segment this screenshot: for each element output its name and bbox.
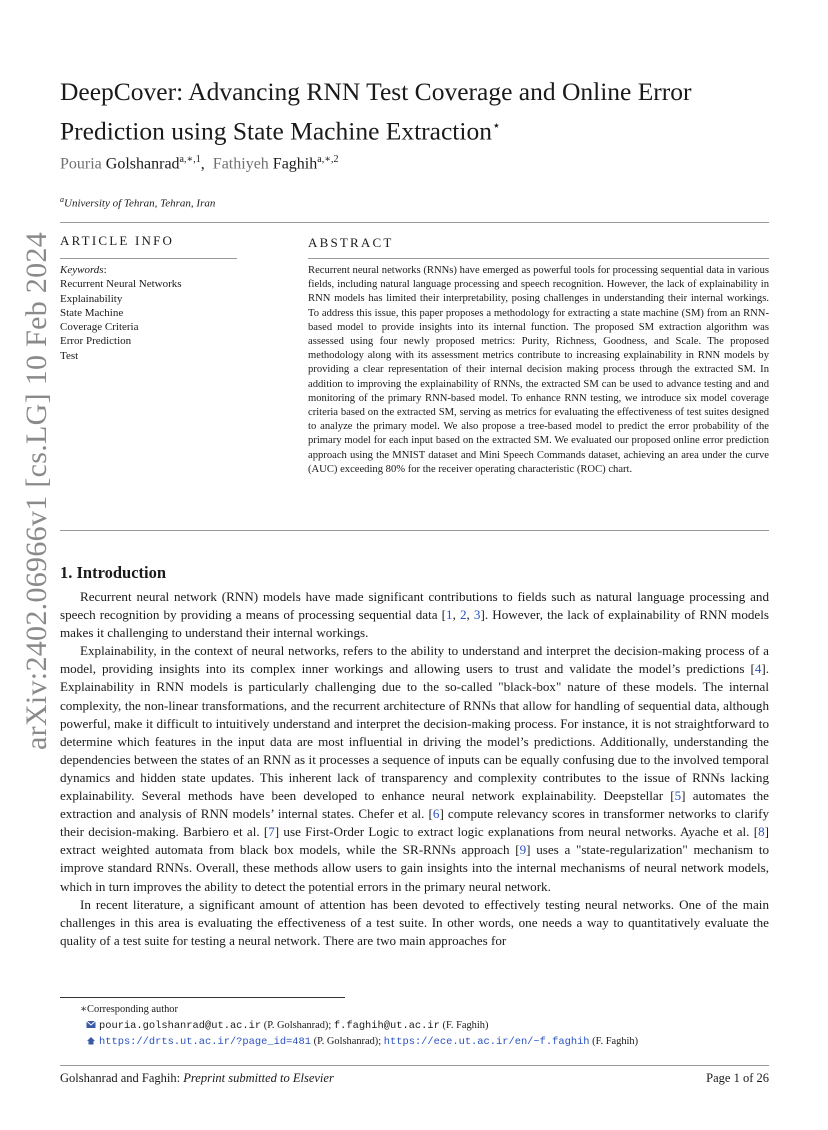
- author-sup: a,∗,2: [317, 154, 339, 165]
- abstract-bottom-rule: [60, 530, 769, 531]
- footer-rule: [60, 1065, 769, 1066]
- citation-link[interactable]: 3: [473, 607, 481, 623]
- abstract-heading: ABSTRACT: [308, 235, 394, 250]
- url-link[interactable]: https://drts.ut.ac.ir/?page_id=481: [99, 1036, 312, 1048]
- citation-link[interactable]: 5: [674, 788, 682, 804]
- url-owner: (F. Faghih): [592, 1036, 639, 1047]
- header-rule: [60, 222, 769, 223]
- text-run: ] compute relevancy scores in transformer networks to clarify their decision-making. Barbiero et al. [: [60, 806, 769, 840]
- citation-link[interactable]: 4: [754, 661, 762, 677]
- citation-link[interactable]: 7: [268, 824, 275, 840]
- keyword-item: Recurrent Neural Networks: [60, 278, 182, 291]
- citation-link[interactable]: 2: [459, 607, 467, 623]
- envelope-icon: [86, 1020, 96, 1029]
- affiliation: [60, 195, 215, 210]
- citation-link[interactable]: 1: [446, 607, 453, 623]
- footer-preprint: Preprint submitted to Elsevier: [183, 1071, 334, 1085]
- text-run: ] uses a "state-regularization" mechanism to improve standard RNNs. Overall, these methods allow users to gain insights into the internal mechanisms of neural network models, which in turn improves the ability to detect the potential errors in the primary neural network.: [60, 842, 769, 894]
- keyword-item: Coverage Criteria: [60, 321, 139, 334]
- footer-left: [60, 1071, 334, 1086]
- keywords-label: Keywords: [60, 264, 104, 276]
- text-run: ,: [452, 607, 460, 623]
- abstract-text: Recurrent neural networks (RNNs) have emerged as powerful tools for processing sequential data in various fields, including natural language processing and speech recognition. However, the lack of explainability in RNN models has limited their interpretability, posing challenges in understanding their internal workings. To address this issue, this paper proposes a methodology for extracting a state machine (SM) from an RNN-based model to provide insights into its internal function. The proposed SM extraction algorithm was assessed using four newly proposed metrics: Purity, Richness, Goodness, and Scale. The proposed methodology along with its assessment metrics contribute to increasing explainability in RNN models by providing a clear representation of their internal decision making process through the extracted SM. In addition to improving the explainability of RNNs, the extracted SM can be used to advance testing and and monitoring of the primary RNN-based model. To enhance RNN testing, we introduce six model coverage criteria based on the extracted SM, serving as metrics for evaluating the effectiveness of test suites designed to analyze the primary model. We also propose a tree-based model to predict the error probability of the primary model for each input based on the extracted SM. We evaluated our proposed online error prediction approach using the MNIST dataset and Mini Speech Commands dataset, achieving an area under the curve (AUC) exceeding 80% for the receiver operating characteristic (ROC) chart.: [308, 265, 769, 475]
- text-run: ]. Explainability in RNN models is particularly challenging due to the so-called "black-box" nature of these models. The internal complexity, the non-linear transformations, and the recurrent architecture of RNNs that allow for handling of sequential data, although powerful, make it difficult to intuitively understand and interpret the decision-making process. For instance, it is not straightforward to determine which features in the input data are most influential in driving the model’s predictions. Additionally, understanding the dependencies between the states of an RNN as it processes a sequence of inputs can be equally confusing due to the involved temporal dynamics and hidden state updates. This inherent lack of transparency and complexity contributes to the issue of RNNs lacking explainability. Several methods have been developed to enhance neural network explainability. Deepstellar [: [60, 661, 769, 804]
- text-run: ] extract weighted automata from black box models, while the SR-RNNs approach [: [60, 824, 769, 858]
- abstract-rule: [308, 258, 769, 259]
- text-run: ,: [466, 607, 474, 623]
- url-owner: (P. Golshanrad);: [313, 1036, 382, 1047]
- keyword-item: Test: [60, 349, 79, 362]
- section-heading: 1. Introduction: [60, 563, 167, 582]
- citation-link[interactable]: 6: [432, 806, 440, 822]
- footnote-rule: [60, 997, 345, 998]
- author-list: Pouria Golshanrad$^{a,∗,1}$, Fathiyeh Faghih$^{a,∗,2}$: [60, 154, 339, 173]
- page-number: Page 1 of 26: [706, 1071, 769, 1085]
- text-run: ] use First-Order Logic to extract logic explanations from neural networks. Ayache et al. [: [274, 824, 759, 840]
- citation-link[interactable]: 9: [519, 842, 527, 858]
- keyword-item: State Machine: [60, 306, 124, 319]
- author-family-name: Faghih: [272, 155, 318, 173]
- email-owner: (F. Faghih): [442, 1020, 489, 1031]
- article-info-rule: [60, 258, 237, 259]
- text-run: ]. However, the lack of explainability of RNN models makes it challenging to understand their internal workings.: [60, 607, 769, 641]
- homepage-icon: [86, 1036, 96, 1045]
- text-run: ] automates the extraction and analysis of RNN models’ internal states. Chefer et al. [: [60, 788, 769, 822]
- footnote-urls: [86, 1034, 638, 1050]
- email-link[interactable]: pouria.golshanrad@ut.ac.ir: [99, 1020, 262, 1032]
- paper-title: [60, 74, 780, 149]
- email-link[interactable]: f.faghih@ut.ac.ir: [333, 1020, 440, 1032]
- body-text: [60, 588, 769, 950]
- paragraph: [60, 588, 769, 642]
- text-run: Recurrent neural network (RNN) models have made significant contributions to fields such as natural language processing and speech recognition by providing a means of processing sequential data [: [60, 589, 769, 623]
- author-given-name: Fathiyeh: [212, 155, 269, 173]
- paragraph: In recent literature, a significant amount of attention has been devoted to effectively testing neural networks. One of the main challenges in this area is evaluating the effectiveness of a test suite. In other words, one needs a way to quantitatively evaluate the quality of a test suite for testing a neural network. There are two main approaches for: [60, 896, 769, 948]
- paragraph: [60, 642, 769, 895]
- title-text: DeepCover: Advancing RNN Test Coverage and Online Error Prediction using State Machine Extraction: [60, 77, 692, 146]
- footnote-corresponding: ∗Corresponding author: [80, 1004, 178, 1015]
- arxiv-id: arXiv:2402.06966v1 [cs.LG] 10 Feb 2024: [20, 231, 53, 750]
- keyword-item: Error Prediction: [60, 335, 132, 348]
- keywords-block: Keywords: Recurrent Neural Networks Explainability State Machine Coverage Criteria Error Prediction Test: [60, 264, 182, 362]
- keyword-item: Explainability: [60, 292, 123, 305]
- article-info-heading: ARTICLE INFO: [60, 233, 175, 248]
- author-given-name: Pouria: [60, 155, 102, 173]
- affiliation-sup: a: [60, 195, 64, 204]
- author-sup: a,∗,1: [179, 154, 201, 165]
- affiliation-text: University of Tehran, Tehran, Iran: [64, 197, 216, 210]
- text-run: Explainability, in the context of neural networks, refers to the ability to understand and interpret the decision-making process of a model, providing insights into its complex inner workings and allowing users to trust and validate the model’s predictions [: [60, 643, 769, 677]
- url-link[interactable]: https://ece.ut.ac.ir/en/~f.faghih: [383, 1036, 590, 1048]
- footer-authors: Golshanrad and Faghih:: [60, 1071, 181, 1085]
- author-family-name: Golshanrad: [105, 155, 180, 173]
- footnote-emails: [86, 1018, 488, 1034]
- citation-link[interactable]: 8: [758, 824, 765, 840]
- email-owner: (P. Golshanrad);: [263, 1020, 332, 1031]
- title-mark: ⋆: [491, 119, 501, 134]
